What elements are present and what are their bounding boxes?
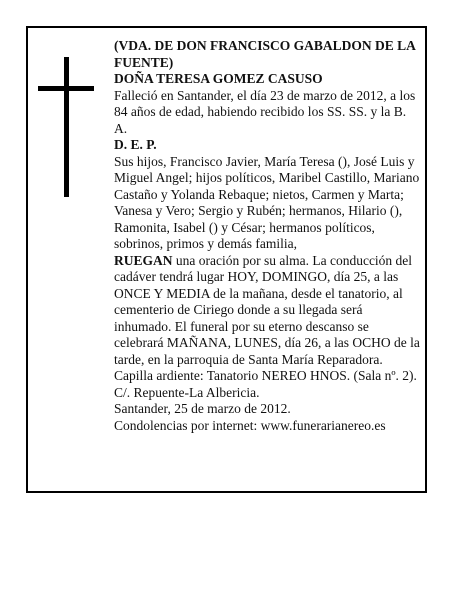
death-paragraph: Falleció en Santander, el día 23 de marzo de 2012, a los 84 años de edad, habiendo recibido los SS. SS. y la B. A. [114, 87, 416, 136]
deceased-name: DOÑA TERESA GOMEZ CASUSO [114, 71, 323, 86]
place-date: Santander, 25 de marzo de 2012. [114, 401, 291, 416]
dep-line: D. E. P. [114, 137, 157, 152]
cross-icon [38, 57, 94, 197]
family-paragraph: Sus hijos, Francisco Javier, María Teresa (), José Luis y Miguel Angel; hijos políticos, Maribel Castillo, Mariano Castaño y Yolanda Rebaque; nietos, Carmen y Marta; Vanesa y Vero; Sergio y Rubén; hermanos, Hilario (), Ramonita, Isabel () y César; hermanos políticos, sobrinos, primos y demás familia, [114, 153, 420, 251]
ruegan-label: RUEGAN [114, 252, 173, 268]
condolences-line: Condolencias por internet: www.funerarianereo.es [114, 417, 386, 433]
funeral-paragraph [114, 253, 420, 369]
widow-line: (VDA. DE DON FRANCISCO GABALDON DE LA FUENTE) [114, 38, 416, 70]
chapel-paragraph: Capilla ardiente: Tanatorio NEREO HNOS. (Sala nº. 2). C/. Repuente-La Albericia. [114, 368, 417, 400]
funeral-details: una oración por su alma. La conducción del cadáver tendrá lugar HOY, DOMINGO, día 25, a las ONCE Y MEDIA de la mañana, desde el tanatorio, al cementerio de Ciriego donde a su llegada será inhumado. El funeral por su eterno descanso se celebrará MAÑANA, LUNES, día 26, a las OCHO de la tarde, en la parroquia de Santa María Reparadora. [114, 252, 420, 367]
obituary-text [114, 38, 420, 434]
